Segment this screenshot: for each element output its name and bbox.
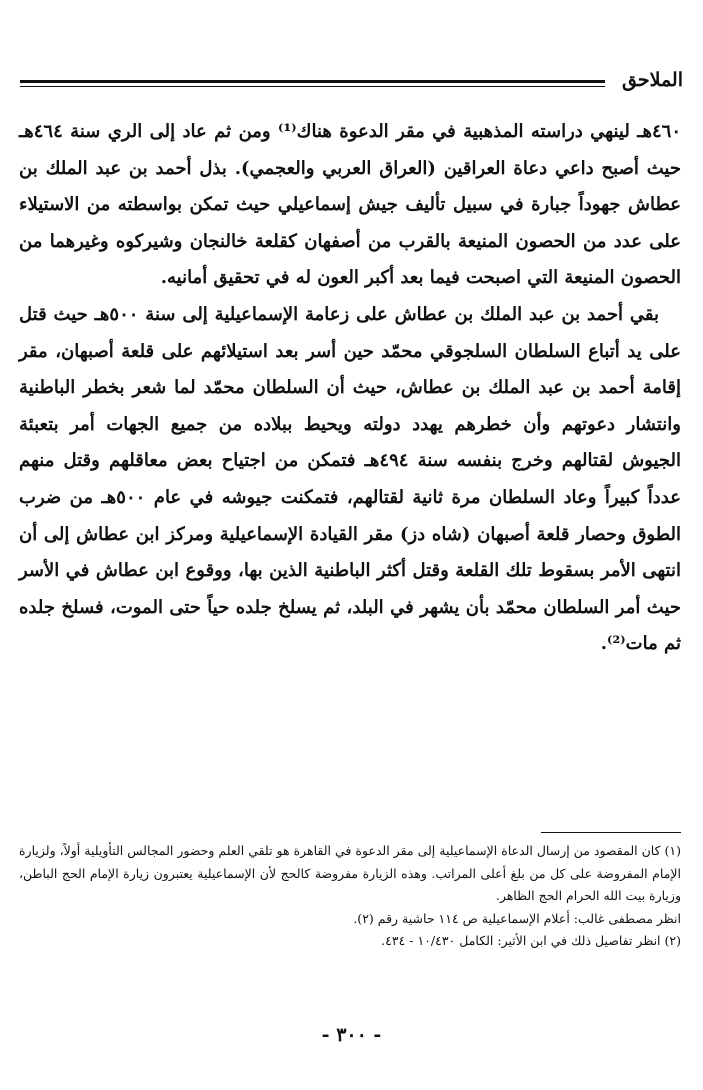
footnotes: [19, 840, 681, 953]
footnote-separator: [541, 832, 681, 833]
footnote-reference: انظر مصطفى غالب: أعلام الإسماعيلية ص ١١٤ حاشية رقم (٢).: [353, 910, 681, 926]
paragraph: بقي أحمد بن عبد الملك بن عطاش على زعامة الإسماعيلية إلى سنة ٥٠٠هـ حيث قتل على يد أتباع السلطان السلجوقي محمّد حين أسر بعد استيلائهم على قلعة أصبهان، مقر إقامة أحمد بن عبد الملك بن عطاش، حيث أن السلطان محمّد لما شعر بخطر الباطنية وانتشار دعوتهم وأن خطرهم يهدد دولته ويحيط ببلاده من جميع الجهات أمر بتعبئة الجيوش لقتالهم وخرج بنفسه سنة ٤٩٤هـ فتمكن من اجتياح بعض معاقلهم وقتل منهم عدداً كبيراً وعاد السلطان مرة ثانية لقتالهم، فتمكنت جيوشه في عام ٥٠٠هـ من ضرب الطوق وحصار قلعة أصبهان (شاه دز) مقر القيادة الإسماعيلية ومركز ابن عطاش إلى أن انتهى الأمر بسقوط تلك القلعة وقتل أكثر الباطنية الذين بها، ووقوع ابن عطاش في الأسر حيث أمر السلطان محمّد بأن يشهر في البلد، ثم يسلخ جلده حياً حتى الموت، فسلخ جلده ثم مات⁽²⁾.: [19, 303, 681, 655]
footnote: (٢) انظر تفاصيل ذلك في ابن الأثير: الكامل ١٠/٤٣٠ - ٤٣٤.: [381, 933, 681, 949]
running-header: [20, 68, 683, 98]
header-rule-thin: [20, 86, 605, 87]
running-title: الملاحق: [622, 69, 683, 91]
main-text: [19, 114, 681, 663]
footnote: (١) كان المقصود من إرسال الدعاة الإسماعيلية إلى مقر الدعوة في القاهرة هو تلقي العلم وحضور المجالس التأويلية أولاً، ولزيارة الإمام المفروضة على كل من بلغ أعلى المراتب. وهذه الزيارة مفروضة كالحج لأن الإسماعيلية يعتبرون زيارة الإمام الحج الباطن، وزيارة بيت الله الحرام الحج الظاهر.: [19, 843, 681, 904]
paragraph: ٤٦٠هـ لينهي دراسته المذهبية في مقر الدعوة هناك⁽¹⁾ ومن ثم عاد إلى الري سنة ٤٦٤هـ حيث أصبح داعي دعاة العراقين (العراق العربي والعجمي). بذل أحمد بن عبد الملك بن عطاش جهوداً جبارة في سبيل تأليف جيش إسماعيلي حيث تمكن بواسطته من الاستيلاء على عدد من الحصون المنيعة بالقرب من أصفهان كقلعة خالنجان وشيركوه وغيرهما من الحصون المنيعة التي اصبحت فيما بعد أكبر العون له في تحقيق أمانيه.: [19, 121, 682, 289]
page-number: - ٣٠٠ -: [321, 1024, 382, 1046]
header-rule-thick: [20, 80, 605, 83]
